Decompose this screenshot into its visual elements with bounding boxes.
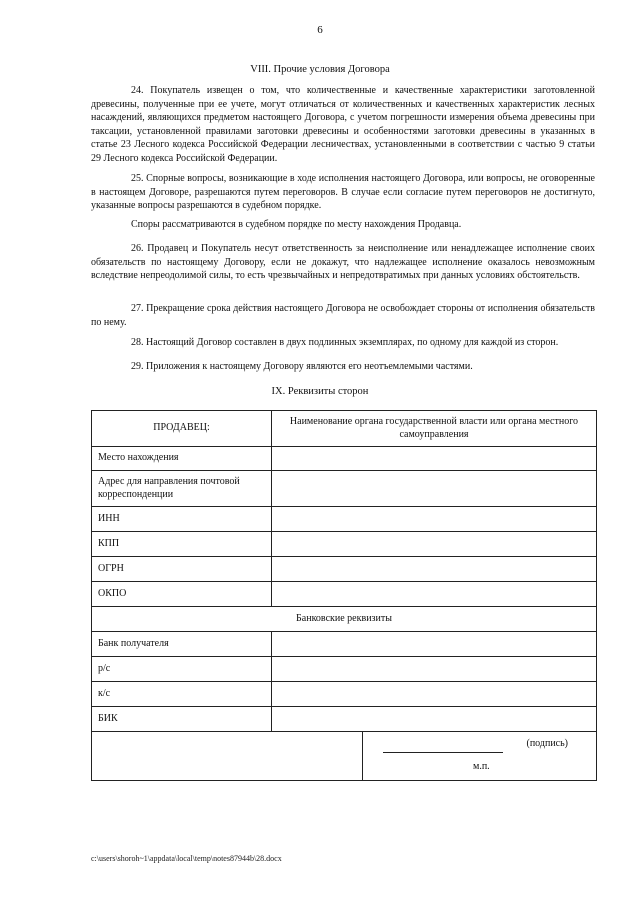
row-label-kpp: КПП (92, 532, 272, 557)
requisites-table (91, 410, 597, 781)
row-value-bik (272, 707, 597, 732)
paragraph-28: 28. Настоящий Договор составлен в двух подлинных экземплярах, по одному для каждой из сторон. (131, 337, 559, 348)
signature-label: (подпись) (526, 738, 568, 749)
row-value-location (272, 447, 597, 471)
section-9-title: IX. Реквизиты сторон (271, 386, 369, 397)
row-value-postal-address (272, 471, 597, 507)
row-value-ogrn (272, 557, 597, 582)
page-number: 6 (317, 24, 323, 36)
row-label-location: Место нахождения (92, 447, 272, 471)
row-label-corr-account: к/с (92, 682, 272, 707)
paragraph-27: 27. Прекращение срока действия настоящего Договора не освобождает стороны от исполнения обязательств по нему. (91, 303, 595, 328)
row-value-bank (272, 632, 597, 657)
row-value-kpp (272, 532, 597, 557)
paragraph-disputes: Споры рассматриваются в судебном порядке по месту нахождения Продавца. (131, 219, 462, 230)
row-label-okpo: ОКПО (92, 582, 272, 607)
file-path-footer: c:\users\shoroh~1\appdata\local\temp\notes87944b\28.docx (91, 854, 282, 863)
bank-details-header: Банковские реквизиты (92, 607, 597, 632)
row-value-okpo (272, 582, 597, 607)
row-label-inn: ИНН (92, 507, 272, 532)
row-value-settlement-account (272, 657, 597, 682)
paragraph-24: 24. Покупатель извещен о том, что количественные и качественные характеристики заготовленной древесины, полученные при ее учете, могут отличаться от количественных и качественных характеристик лесных насаждений, являющихся предметом настоящего Договора, с учетом погрешности измерения объема древесины при таксации, установленной правилами заготовки древесины и особенностями заготовки древесины в указанных в статье 23 Лесного кодекса Российской Федерации лесничествах, установленными в соответствии с частью 9 статьи 29 Лесного кодекса Российской Федерации. (91, 85, 595, 164)
row-label-settlement-account: р/с (92, 657, 272, 682)
row-value-corr-account (272, 682, 597, 707)
section-8-title: VIII. Прочие условия Договора (250, 64, 390, 75)
row-label-bank: Банк получателя (92, 632, 272, 657)
row-label-ogrn: ОГРН (92, 557, 272, 582)
seller-header: ПРОДАВЕЦ: (92, 411, 272, 447)
signature-line (383, 752, 503, 753)
paragraph-25: 25. Спорные вопросы, возникающие в ходе исполнения настоящего Договора, или вопросы, не оговоренные в настоящем Договоре, разрешаются путем переговоров. В случае если согласие путем переговоров не достигнуто, указанные вопросы разрешаются в судебном порядке. (91, 173, 595, 212)
authority-name-header: Наименование органа государственной власти или органа местного самоуправления (272, 411, 597, 447)
row-label-postal-address: Адрес для направления почтовой корреспонденции (92, 471, 272, 507)
row-value-inn (272, 507, 597, 532)
signature-row (92, 732, 597, 781)
signature-blank-cell (92, 732, 363, 780)
paragraph-26: 26. Продавец и Покупатель несут ответственность за неисполнение или ненадлежащее исполнение своих обязательств по настоящему Договору, если не докажут, что надлежащее исполнение оказалось невозможным вследствие непреодолимой силы, то есть чрезвычайных и непредотвратимых при данных условиях обстоятельств. (91, 243, 595, 282)
stamp-label: м.п. (473, 761, 490, 772)
signature-cell (363, 732, 596, 778)
row-label-bik: БИК (92, 707, 272, 732)
paragraph-29: 29. Приложения к настоящему Договору являются его неотъемлемыми частями. (131, 361, 473, 372)
